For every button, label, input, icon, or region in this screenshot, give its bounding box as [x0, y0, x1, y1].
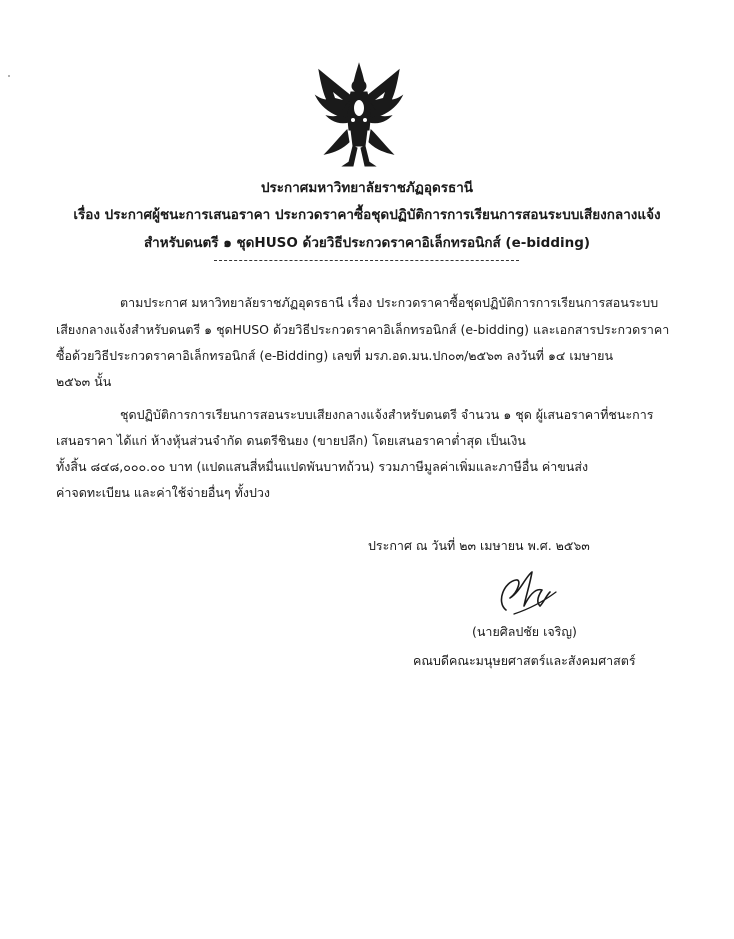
announcement-date: ประกาศ ณ วันที่ ๒๓ เมษายน พ.ศ. ๒๕๖๓: [368, 538, 590, 553]
para2-line-2: เสนอราคา ได้แก่ ห้างหุ้นส่วนจำกัด ดนตรีชินยง (ขายปลีก) โดยเสนอราคาต่ำสุด เป็นเงิน: [56, 433, 526, 448]
para2-line-1: ชุดปฏิบัติการการเรียนการสอนระบบเสียงกลางแจ้งสำหรับดนตรี จำนวน ๑ ชุด ผู้เสนอราคาที่ชนะการ: [120, 407, 654, 422]
dashed-divider: [214, 260, 519, 261]
signer-name: (นายศิลปชัย เจริญ): [472, 624, 577, 639]
handwritten-signature-icon: [486, 562, 566, 622]
para2-line-3: ทั้งสิ้น ๘๔๘,๐๐๐.๐๐ บาท (แปดแสนสี่หมื่นแปดพันบาทถ้วน) รวมภาษีมูลค่าเพิ่มและภาษีอื่น ค่าขนส่ง: [56, 459, 589, 474]
para1-line-2: เสียงกลางแจ้งสำหรับดนตรี ๑ ชุดHUSO ด้วยวิธีประกวดราคาอิเล็กทรอนิกส์ (e-bidding) และเอกสารประกวดราคา: [56, 322, 670, 337]
garuda-emblem-icon: [313, 62, 405, 170]
subject-line-2: สำหรับดนตรี ๑ ชุดHUSO ด้วยวิธีประกวดราคาอิเล็กทรอนิกส์ (e-bidding): [143, 235, 591, 251]
institution-title: ประกาศมหาวิทยาลัยราชภัฏอุดรธานี: [260, 180, 474, 196]
para1-line-1: ตามประกาศ มหาวิทยาลัยราชภัฏอุดรธานี เรื่อง ประกวดราคาซื้อชุดปฏิบัติการการเรียนการสอนระบบ: [120, 295, 659, 310]
subject-line-1: เรื่อง ประกาศผู้ชนะการเสนอราคา ประกวดราคาซื้อชุดปฏิบัติการการเรียนการสอนระบบเสียงกลางแจ้ง: [73, 207, 661, 223]
para1-line-4: ๒๕๖๓ นั้น: [56, 374, 112, 389]
signer-title: คณบดีคณะมนุษยศาสตร์และสังคมศาสตร์: [413, 653, 636, 668]
scan-speck: [8, 75, 10, 77]
para1-line-3: ซื้อด้วยวิธีประกวดราคาอิเล็กทรอนิกส์ (e-Bidding) เลขที่ มรภ.อด.มน.ปก๐๓/๒๕๖๓ ลงวันที่ ๑๔ เมษายน: [56, 348, 614, 363]
para2-line-4: ค่าจดทะเบียน และค่าใช้จ่ายอื่นๆ ทั้งปวง: [56, 485, 271, 500]
